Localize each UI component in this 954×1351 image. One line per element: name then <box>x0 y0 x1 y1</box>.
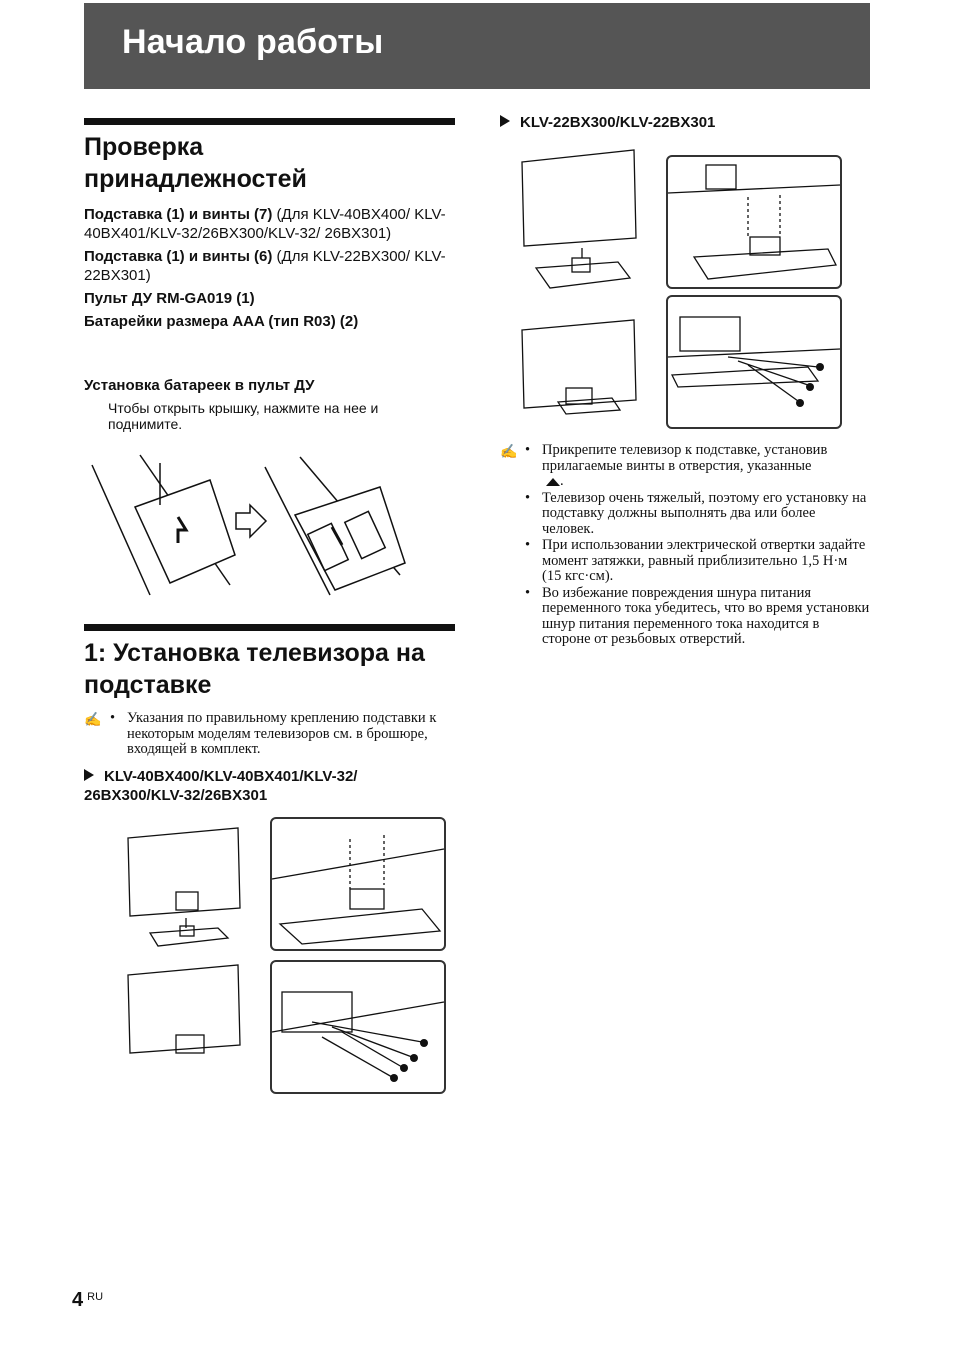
model-a-label: KLV-40BX400/KLV-40BX401/KLV-32/ 26BX300/KLV-32/26BX301 <box>84 768 358 804</box>
accessory-item: Пульт ДУ RM-GA019 (1) <box>84 290 255 307</box>
header-banner <box>84 3 870 89</box>
language-code: RU <box>87 1291 104 1303</box>
note-pencil-icon: ✍ <box>84 711 102 727</box>
batteries-heading: Установка батареек в пульт ДУ <box>84 377 315 394</box>
batteries-instruction: Чтобы открыть крышку, нажмите на нее и поднимите. <box>108 400 379 432</box>
accessories-list <box>84 205 459 335</box>
section1-notes <box>525 443 870 649</box>
note-pencil-icon: ✍ <box>500 443 518 459</box>
note-item: • Телевизор очень тяжелый, поэтому его установку на подставку должны выполнять два или более человек. <box>525 491 870 538</box>
tv-back-illustration <box>522 150 642 290</box>
triangle-bullet-icon <box>84 769 94 781</box>
stand-detail-frame <box>666 155 842 289</box>
page-title: Начало работы <box>122 23 384 61</box>
accessory-item: Батарейки размера AAA (тип R03) (2) <box>84 313 359 330</box>
accessory-item: Подставка (1) и винты (7) (Для KLV-40BX400/ KLV-40BX401/KLV-32/26BX300/KLV-32/ 26BX301) <box>84 206 446 242</box>
note-item: • Прикрепите телевизор к подставке, установив прилагаемые винты в отверстия, указанные . <box>525 443 870 490</box>
note-item: • Во избежание повреждения шнура питания переменного тока убедитесь, что во время установки шнур питания переменного тока находится в стороне от резьбовых отверстий. <box>525 586 870 648</box>
screw-detail-frame <box>666 295 842 429</box>
tv-back-illustration <box>128 828 248 953</box>
section-rule <box>84 624 455 631</box>
model-b-label: KLV-22BX300/KLV-22BX301 <box>500 113 860 132</box>
tv-back-illustration <box>522 320 642 415</box>
section-rule <box>84 118 455 125</box>
hole-marker-icon <box>546 478 560 486</box>
stand-detail-frame <box>270 817 446 951</box>
accessory-item: Подставка (1) и винты (6) (Для KLV-22BX300/ KLV-22BX301) <box>84 248 446 284</box>
triangle-bullet-icon <box>500 115 510 127</box>
section1-heading: 1: Установка телевизора на подставке <box>84 639 425 699</box>
tv-back-illustration <box>128 965 248 1070</box>
screw-detail-frame <box>270 960 446 1094</box>
remote-battery-illustration <box>90 435 420 600</box>
page-number: 4 $^{RU}$ <box>72 1289 104 1311</box>
accessories-heading: Проверка принадлежностей <box>84 133 307 193</box>
note-item: • При использовании электрической отвертки задайте момент затяжки, равный приблизительно 1,5 Н·м (15 кгс·см). <box>525 538 870 585</box>
section1-note: • Указания по правильному креплению подставки к некоторым моделям телевизоров см. в брошюре, входящей в комплект. <box>110 711 455 759</box>
